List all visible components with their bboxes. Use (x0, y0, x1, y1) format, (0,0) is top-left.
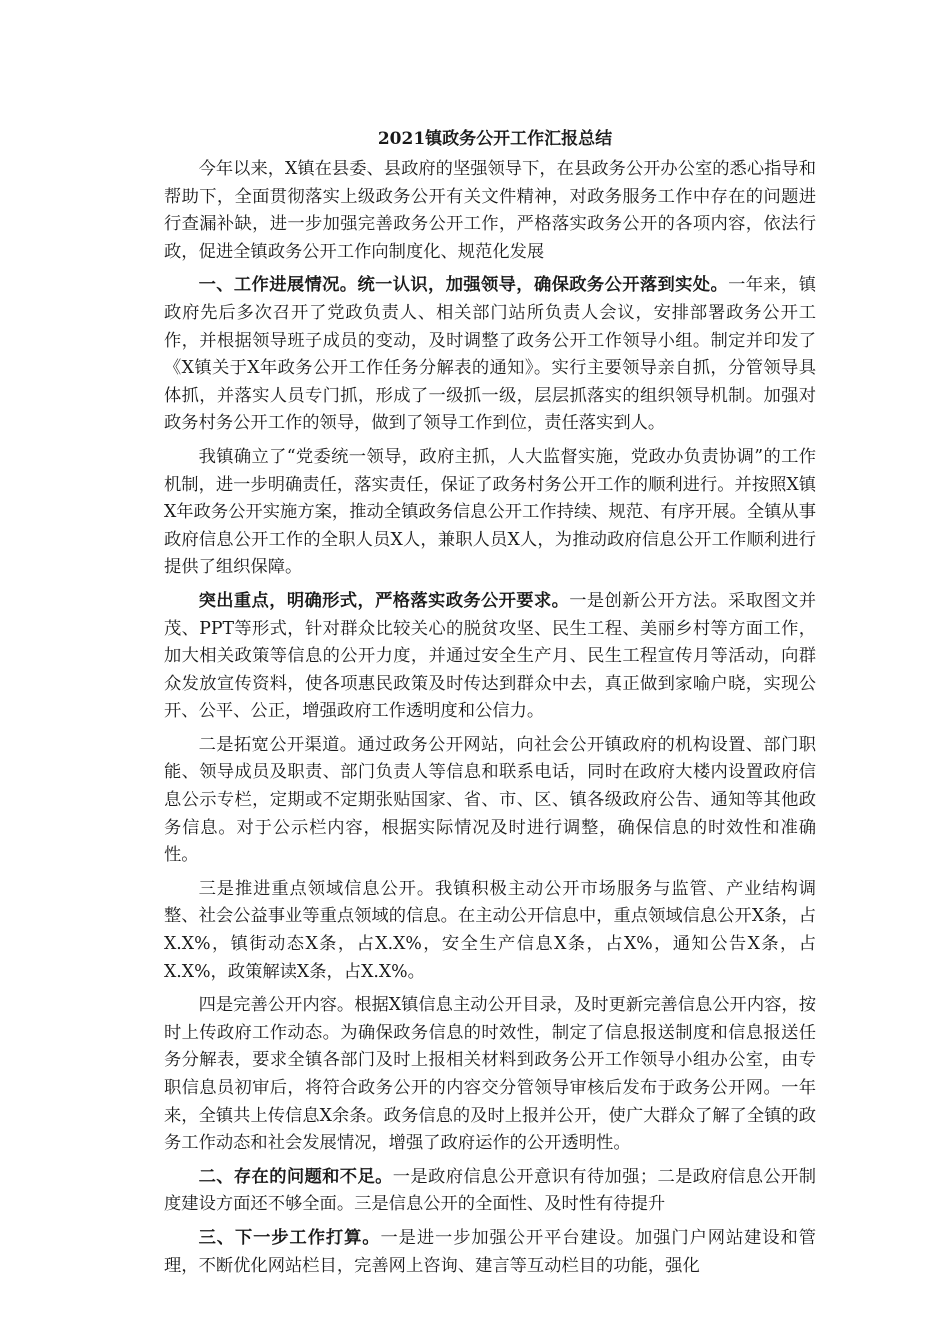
paragraph-section-3 (164, 1225, 816, 1280)
paragraph-channels (164, 732, 816, 870)
paragraph-text: 四是完善公开内容。根据X镇信息主动公开目录，及时更新完善信息公开内容，按时上传政府工作动态。为确保政务信息的时效性，制定了信息报送制度和信息报送任务分解表，要求全镇各部门及时上报相关材料到政务公开工作领导小组办公室，由专职信息员初审后，将符合政务公开的内容交分管领导审核后发布于政务公开网。一年来，全镇共上传信息X余条。政务信息的及时上报并公开，使广大群众了解了全镇的政务工作动态和社会发展情况，增强了政府运作的公开透明性。 (164, 995, 816, 1154)
section-heading: 三、下一步工作打算。 (198, 1227, 381, 1248)
paragraph-mechanism (164, 444, 816, 582)
paragraph-key-points (164, 588, 816, 726)
paragraph-intro (164, 156, 816, 266)
document-page (164, 128, 816, 1286)
paragraph-content (164, 992, 816, 1158)
document-title: 2021镇政务公开工作汇报总结 (377, 129, 613, 149)
paragraph-text: 一是政府信息公开意识有待加强；二是政府信息公开制度建设方面还不够全面。三是信息公开的全面性、及时性有待提升 (164, 1166, 816, 1215)
paragraph-key-areas (164, 876, 816, 986)
section-heading: 二、存在的问题和不足。 (198, 1166, 393, 1187)
paragraph-text: 今年以来，X镇在县委、县政府的坚强领导下，在县政务公开办公室的悉心指导和帮助下，全面贯彻落实上级政务公开有关文件精神，对政务服务工作中存在的问题进行查漏补缺，进一步加强完善政务公开工作，严格落实政务公开的各项内容，依法行政，促进全镇政务公开工作向制度化、规范化发展 (164, 159, 816, 262)
paragraph-text: 一是进一步加强公开平台建设。加强门户网站建设和管理，不断优化网站栏目，完善网上咨询、建言等互动栏目的功能，强化 (164, 1227, 816, 1276)
section-heading: 一、工作进展情况。统一认识，加强领导，确保政务公开落到实处。 (198, 275, 729, 296)
paragraph-text: 我镇确立了“党委统一领导，政府主抓，人大监督实施，党政办负责协调”的工作机制，进一步明确责任，落实责任，保证了政务村务公开工作的顺利进行。并按照X镇X年政务公开实施方案，推动全镇政务信息公开工作持续、规范、有序开展。全镇从事政府信息公开工作的全职人员X人，兼职人员X人，为推动政府信息公开工作顺利进行提供了组织保障。 (164, 446, 816, 578)
section-heading: 突出重点，明确形式，严格落实政务公开要求。 (198, 590, 570, 611)
paragraph-section-2 (164, 1164, 816, 1219)
paragraph-text: 一年来，镇政府先后多次召开了党政负责人、相关部门站所负责人会议，安排部署政务公开工作，并根据领导班子成员的变动，及时调整了政务公开工作领导小组。制定并印发了《X镇关于X年政务公开工作任务分解表的通知》。实行主要领导亲自抓，分管领导具体抓，并落实人员专门抓，形成了一级抓一级，层层抓落实的组织领导机制。加强对政务村务公开工作的领导，做到了领导工作到位，责任落实到人。 (164, 275, 816, 434)
paragraph-text: 二是拓宽公开渠道。通过政务公开网站，向社会公开镇政府的机构设置、部门职能、领导成员及职责、部门负责人等信息和联系电话，同时在政府大楼内设置政府信息公示专栏，定期或不定期张贴国家、省、市、区、镇各级政府公告、通知等其他政务信息。对于公示栏内容，根据实际情况及时进行调整，确保信息的时效性和准确性。 (164, 734, 816, 866)
paragraph-text: 三是推进重点领域信息公开。我镇积极主动公开市场服务与监管、产业结构调整、社会公益事业等重点领域的信息。在主动公开信息中，重点领域信息公开X条，占X.X%，镇街动态X条，占X.X%，安全生产信息X条，占X%，通知公告X条，占X.X%，政策解读X条，占X.X%。 (164, 878, 816, 982)
paragraph-text: 一是创新公开方法。采取图文并茂、PPT等形式，针对群众比较关心的脱贫攻坚、民生工程、美丽乡村等方面工作，加大相关政策等信息的公开力度，并通过安全生产月、民生工程宣传月等活动，向群众发放宣传资料，使各项惠民政策及时传达到群众中去，真正做到家喻户晓，实现公开、公平、公正，增强政府工作透明度和公信力。 (164, 590, 816, 722)
paragraph-section-1 (164, 272, 816, 438)
